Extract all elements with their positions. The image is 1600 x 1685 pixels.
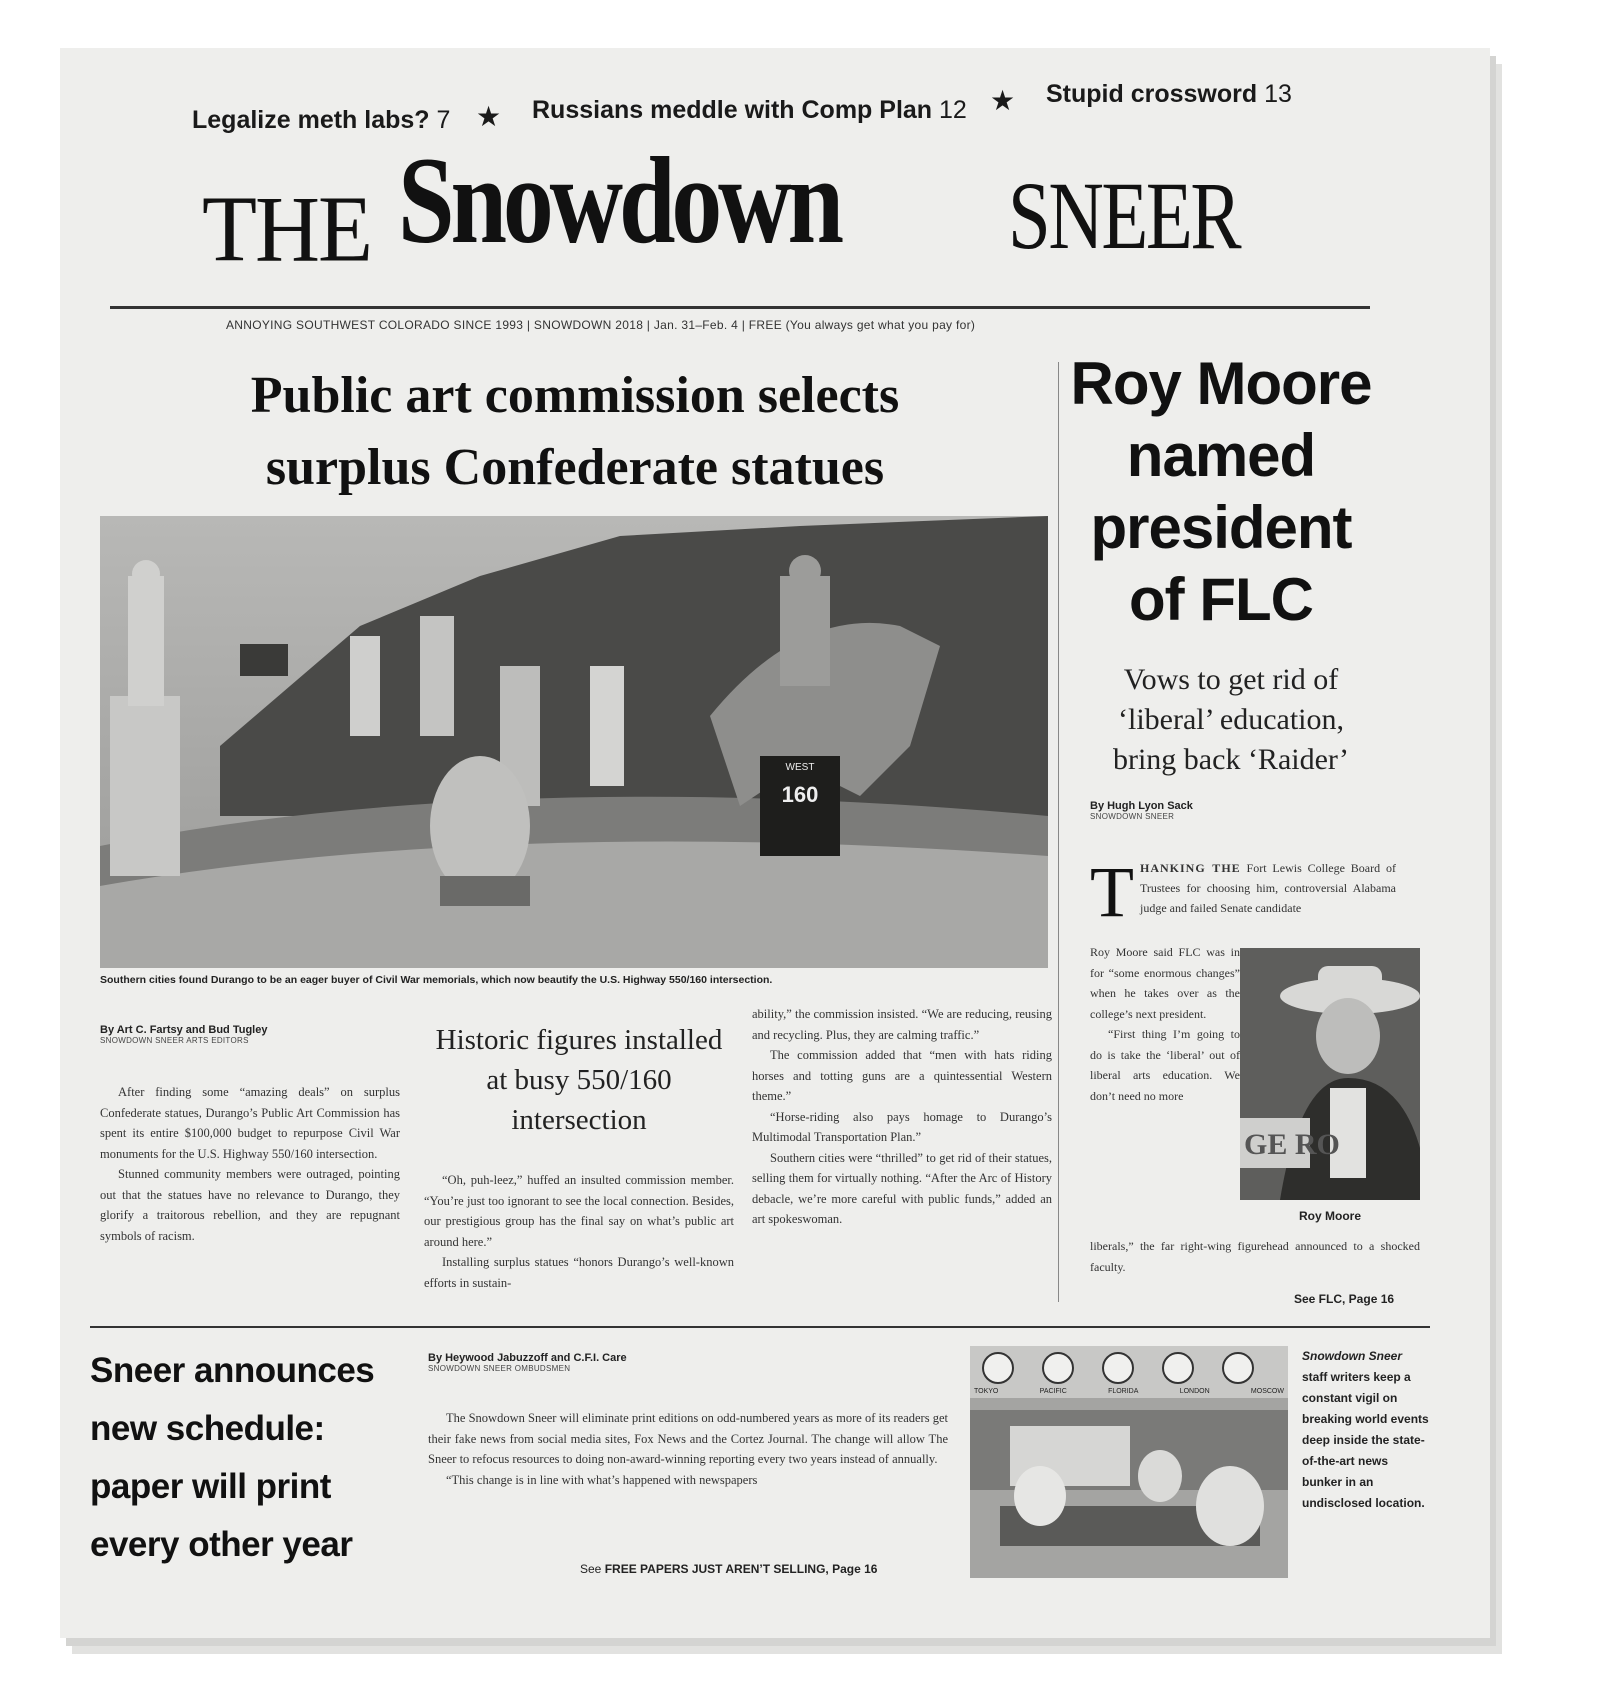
main-photo-caption: Southern cities found Durango to be an eager buyer of Civil War memorials, which now beautify the U.S. Highway 550/160 intersection. xyxy=(100,974,773,986)
main-story-para: Southern cities were “thrilled” to get rid of their statues, selling them for virtually nothing. “After the Arc of History debacle, we’re more careful with public funds,” added an art spokeswoman. xyxy=(752,1150,1052,1226)
side-headline-line: named xyxy=(1126,422,1316,489)
main-story-col3 xyxy=(752,1004,1052,1230)
side-deck-line: bring back ‘Raider’ xyxy=(1112,743,1349,776)
main-story-para: Stunned community members were outraged, pointing out that the statues have no relevance to Durango, they glorify a traitorous rebellion, and they are repugnant symbols of racism. xyxy=(100,1167,400,1243)
side-story-para: liberals,” the far right-wing figurehead announced to a shocked faculty. xyxy=(1090,1239,1420,1274)
clock-label: FLORIDA xyxy=(1108,1388,1139,1395)
side-dropcap: T xyxy=(1090,852,1134,932)
side-jump-line[interactable] xyxy=(1294,1292,1394,1306)
side-story-tail xyxy=(1090,1236,1420,1277)
sneer-headline xyxy=(90,1342,430,1574)
main-story-para: Installing surplus statues “honors Durango’s well-known efforts in sustain- xyxy=(424,1255,734,1290)
newsroom-photo-art xyxy=(970,1346,1288,1578)
statues-photo-art xyxy=(100,516,1048,968)
teaser-1-page: 7 xyxy=(436,106,451,134)
clock-label: TOKYO xyxy=(974,1388,999,1395)
side-headline-line: Roy Moore xyxy=(1070,350,1372,417)
clock-label: LONDON xyxy=(1179,1388,1210,1395)
highway-sign-number: 160 xyxy=(781,782,819,807)
clock-label: MOSCOW xyxy=(1250,1388,1284,1395)
side-deck-line: Vows to get rid of xyxy=(1123,663,1339,696)
star-icon: ★ xyxy=(476,102,502,133)
teaser-3 xyxy=(1046,80,1292,109)
sneer-byline-name: By Heywood Jabuzzoff and C.F.I. Care xyxy=(428,1352,627,1364)
star-icon: ★ xyxy=(990,86,1016,117)
side-story-para: Roy Moore said FLC was in for “some enormous changes” when he takes over as the college’s next president. xyxy=(1090,945,1240,1021)
side-deck-line: ‘liberal’ education, xyxy=(1118,703,1344,736)
statues-photo xyxy=(100,516,1048,968)
main-byline-name: By Art C. Fartsy and Bud Tugley xyxy=(100,1024,268,1036)
photo-banner-text: GE RO xyxy=(1244,1128,1340,1161)
main-story-para: ability,” the commission insisted. “We are reducing, reusing and recycling. Plus, they are calming traffic.” xyxy=(752,1007,1052,1042)
main-story-col2 xyxy=(424,1170,734,1293)
side-jump-text: See FLC, Page 16 xyxy=(1294,1292,1395,1306)
sneer-byline-org: SNOWDOWN SNEER OMBUDSMEN xyxy=(428,1364,571,1373)
teaser-2-text: Russians meddle with Comp Plan xyxy=(532,96,933,124)
sneer-jump-prefix: See xyxy=(580,1562,602,1576)
main-story-para: “Horse-riding also pays homage to Durango’s Multimodal Transportation Plan.” xyxy=(752,1109,1052,1144)
newsroom-photo xyxy=(970,1346,1288,1578)
newsroom-caption-italic: Snowdown Sneer xyxy=(1302,1349,1403,1363)
tagline: ANNOYING SOUTHWEST COLORADO SINCE 1993 | SNOWDOWN 2018 | Jan. 31–Feb. 4 | FREE (You always get what you pay for) xyxy=(226,318,976,332)
clock-label: PACIFIC xyxy=(1039,1388,1067,1395)
masthead-rule xyxy=(110,306,1370,309)
teaser-1-text: Legalize meth labs? xyxy=(192,106,430,134)
side-story-lead xyxy=(1090,852,1396,932)
roy-moore-photo xyxy=(1240,948,1420,1200)
sneer-byline xyxy=(428,1352,848,1373)
main-byline xyxy=(100,1024,400,1045)
side-lead-text: Fort Lewis College Board of Trustees for choosing him, controversial Alabama judge and failed Senate candidate xyxy=(1139,861,1396,915)
main-byline-org: SNOWDOWN SNEER ARTS EDITORS xyxy=(100,1036,249,1045)
teaser-3-page: 13 xyxy=(1264,80,1292,108)
clock-labels xyxy=(974,1388,1284,1395)
teaser-2-page: 12 xyxy=(939,96,967,124)
side-deck xyxy=(1086,660,1376,780)
side-story-para: “First thing I’m going to do is take the ‘liberal’ out of liberal arts education. We don’t need no more xyxy=(1090,1027,1240,1103)
bottom-rule xyxy=(90,1326,1430,1328)
newsroom-caption-text: staff writers keep a constant vigil on breaking world events deep inside the state-of-the-art news bunker in an undisclosed location. xyxy=(1302,1370,1429,1510)
main-headline-line2: surplus Confederate statues xyxy=(265,439,885,496)
main-subhead: Historic figures installed at busy 550/160 intersection xyxy=(435,1024,723,1136)
masthead-sneer: SNEER xyxy=(1008,162,1240,269)
sneer-story-para: The Snowdown Sneer will eliminate print editions on odd-numbered years as more of its readers get their fake news from social media sites, Fox News and the Cortez Journal. The change will allow The Sneer to refocus resources to doing non-award-winning reporting every two years instead of annually. xyxy=(428,1411,948,1466)
sneer-headline-line: new schedule: xyxy=(90,1409,325,1448)
side-story-wrap xyxy=(1090,942,1240,1106)
main-story-para: “Oh, puh-leez,” huffed an insulted commission member. “You’re just too ignorant to see the local connection. Besides, our prestigious group has the final say on what’s public art around here.” xyxy=(424,1173,734,1249)
teaser-2 xyxy=(532,96,967,125)
sneer-headline-line: every other year xyxy=(90,1525,353,1564)
main-story-col1 xyxy=(100,1082,400,1246)
sneer-jump-text: FREE PAPERS JUST AREN’T SELLING, Page 16 xyxy=(604,1562,878,1576)
sneer-headline-line: Sneer announces xyxy=(90,1351,375,1390)
side-headline-line: president xyxy=(1090,494,1352,561)
roy-moore-photo-art xyxy=(1240,948,1420,1200)
side-lead-caps: HANKING THE xyxy=(1139,861,1241,875)
sneer-story-para: “This change is in line with what’s happened with newspapers xyxy=(446,1472,758,1487)
side-byline xyxy=(1090,800,1350,821)
newsroom-caption xyxy=(1302,1346,1430,1514)
highway-sign-top: WEST xyxy=(785,762,815,773)
masthead-the: THE xyxy=(202,177,371,282)
main-headline-line1: Public art commission selects xyxy=(250,367,900,424)
sneer-story-body xyxy=(428,1408,948,1490)
sneer-headline-line: paper will print xyxy=(90,1467,331,1506)
side-byline-org: SNOWDOWN SNEER xyxy=(1090,812,1175,821)
sneer-jump-line[interactable] xyxy=(580,1562,877,1576)
main-headline xyxy=(110,360,1040,504)
masthead-snowdown: Snowdown xyxy=(398,132,840,269)
side-headline-line: of FLC xyxy=(1129,566,1313,633)
column-divider xyxy=(1058,362,1059,1302)
side-byline-name: By Hugh Lyon Sack xyxy=(1090,800,1193,812)
main-story-para: The commission added that “men with hats riding horses and totting guns are a quintessential Western theme.” xyxy=(752,1048,1052,1103)
roy-moore-caption: Roy Moore xyxy=(1298,1209,1361,1223)
side-headline xyxy=(1066,348,1376,636)
main-story-para: After finding some “amazing deals” on surplus Confederate statues, Durango’s Public Art Commission has spent its entire $100,000 budget to repurpose Civil War monuments for the U.S. Highway 550/160 intersection. xyxy=(100,1085,400,1161)
teaser-3-text: Stupid crossword xyxy=(1046,80,1258,108)
